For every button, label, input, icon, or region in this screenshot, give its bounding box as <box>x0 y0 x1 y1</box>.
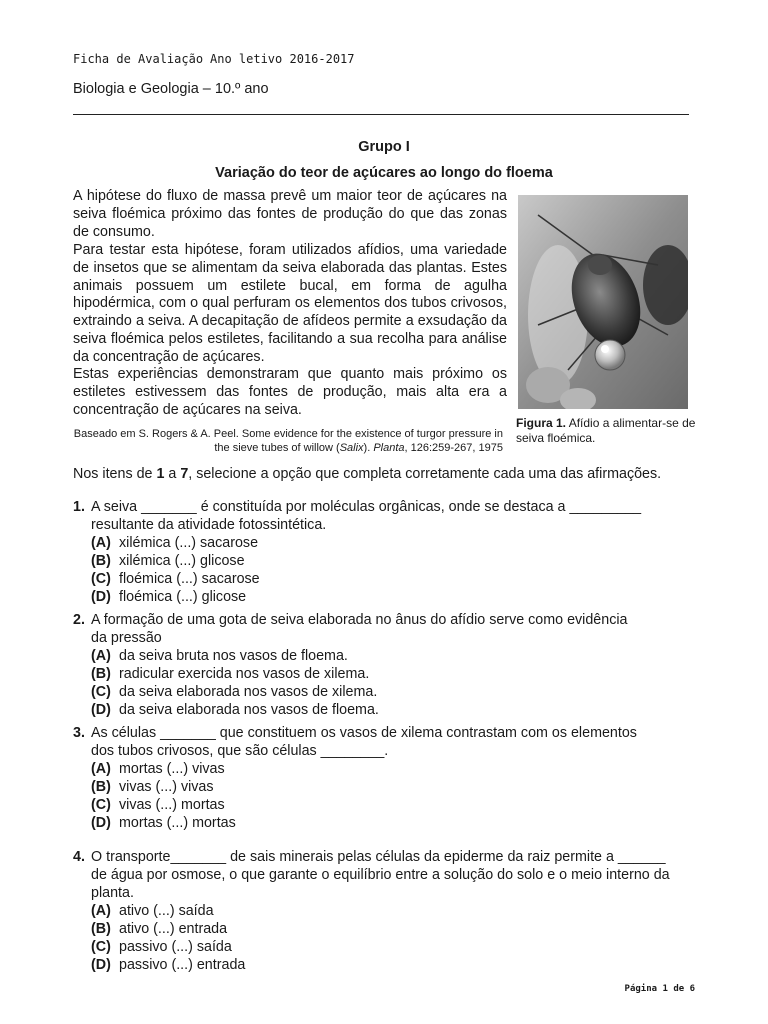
option-b[interactable]: (B) ativo (...) entrada <box>91 921 228 937</box>
aphid-photo <box>518 195 688 409</box>
question-number: 4. <box>73 849 85 865</box>
question-number: 2. <box>73 612 85 628</box>
header-subject: Biologia e Geologia – 10.º ano <box>73 81 269 97</box>
header-ano-letivo: Ano letivo 2016-2017 <box>210 52 355 66</box>
option-a[interactable]: (A) da seiva bruta nos vasos de floema. <box>91 648 348 664</box>
option-c[interactable]: (C) passivo (...) saída <box>91 939 232 955</box>
question-1 <box>73 498 673 606</box>
question-number: 3. <box>73 725 85 741</box>
question-line: planta. <box>91 885 134 901</box>
header-divider <box>73 114 689 115</box>
option-c[interactable]: (C) vivas (...) mortas <box>91 797 225 813</box>
question-line: A seiva _______ é constituída por moléculas orgânicas, onde se destaca a _________ <box>91 499 642 515</box>
question-2 <box>73 611 673 719</box>
question-number: 1. <box>73 499 85 515</box>
option-a[interactable]: (A) ativo (...) saída <box>91 903 214 919</box>
paragraph-hypothesis: A hipótese do fluxo de massa prevê um maior teor de açúcares na seiva floémica próximo das fontes de produção do que das zonas de consumo. <box>73 188 507 240</box>
header-ficha: Ficha de Avaliação <box>73 52 204 66</box>
group-title: Grupo I <box>358 139 410 155</box>
question-3 <box>73 724 673 832</box>
section-title: Variação do teor de açúcares ao longo do floema <box>215 165 553 181</box>
option-c[interactable]: (C) da seiva elaborada nos vasos de xilema. <box>91 684 378 700</box>
option-d[interactable]: (D) mortas (...) mortas <box>91 815 236 831</box>
instruction: Nos itens de 1 a 7, selecione a opção que completa corretamente cada uma das afirmações. <box>73 466 662 482</box>
question-4 <box>73 848 673 974</box>
question-line: da pressão <box>91 630 162 646</box>
question-line: resultante da atividade fotossintética. <box>91 517 327 533</box>
option-d[interactable]: (D) floémica (...) glicose <box>91 589 247 605</box>
question-line: dos tubos crivosos, que são células ________. <box>91 743 389 759</box>
option-d[interactable]: (D) passivo (...) entrada <box>91 957 246 973</box>
option-b[interactable]: (B) radicular exercida nos vasos de xilema. <box>91 666 370 682</box>
paragraph-method: Para testar esta hipótese, foram utilizados afídios, uma variedade de insetos que se alimentam da seiva elaborada das plantas. Estes animais possuem um estilete bucal, em forma de agulha hipodérmica, com o qual perfuram os elementos dos tubos crivosos, extraindo a seiva. A decapitação de afídeos permite a exsudação da seiva floémica pelos estiletes, facilitando a sua recolha para análise da concentração de açúcares. <box>73 242 507 365</box>
option-d[interactable]: (D) da seiva elaborada nos vasos de floema. <box>91 702 379 718</box>
question-line: O transporte_______ de sais minerais pelas células da epiderme da raiz permite a ______ <box>91 849 666 865</box>
option-b[interactable]: (B) vivas (...) vivas <box>91 779 214 795</box>
option-b[interactable]: (B) xilémica (...) glicose <box>91 553 245 569</box>
option-a[interactable]: (A) mortas (...) vivas <box>91 761 225 777</box>
source-citation: Baseado em S. Rogers & A. Peel. Some evidence for the existence of turgor pressure in the sieve tubes of willow (Salix). Planta, 126:259-267, 1975 <box>73 428 503 454</box>
question-line: As células _______ que constituem os vasos de xilema contrastam com os elementos <box>91 725 637 741</box>
page-number: Página 1 de 6 <box>624 984 695 994</box>
figure-caption: Figura 1. Afídio a alimentar-se de seiva floémica. <box>516 416 696 445</box>
option-a[interactable]: (A) xilémica (...) sacarose <box>91 535 259 551</box>
question-line: de água por osmose, o que garante o equilíbrio entre a solução do solo e o meio interno da <box>91 867 670 883</box>
paragraph-results: Estas experiências demonstraram que quanto mais próximo os estiletes estivessem das fontes de produção, mais alta era a concentração de açúcares na seiva. <box>73 366 507 418</box>
question-line: A formação de uma gota de seiva elaborada no ânus do afídio serve como evidência <box>91 612 628 628</box>
option-c[interactable]: (C) floémica (...) sacarose <box>91 571 260 587</box>
